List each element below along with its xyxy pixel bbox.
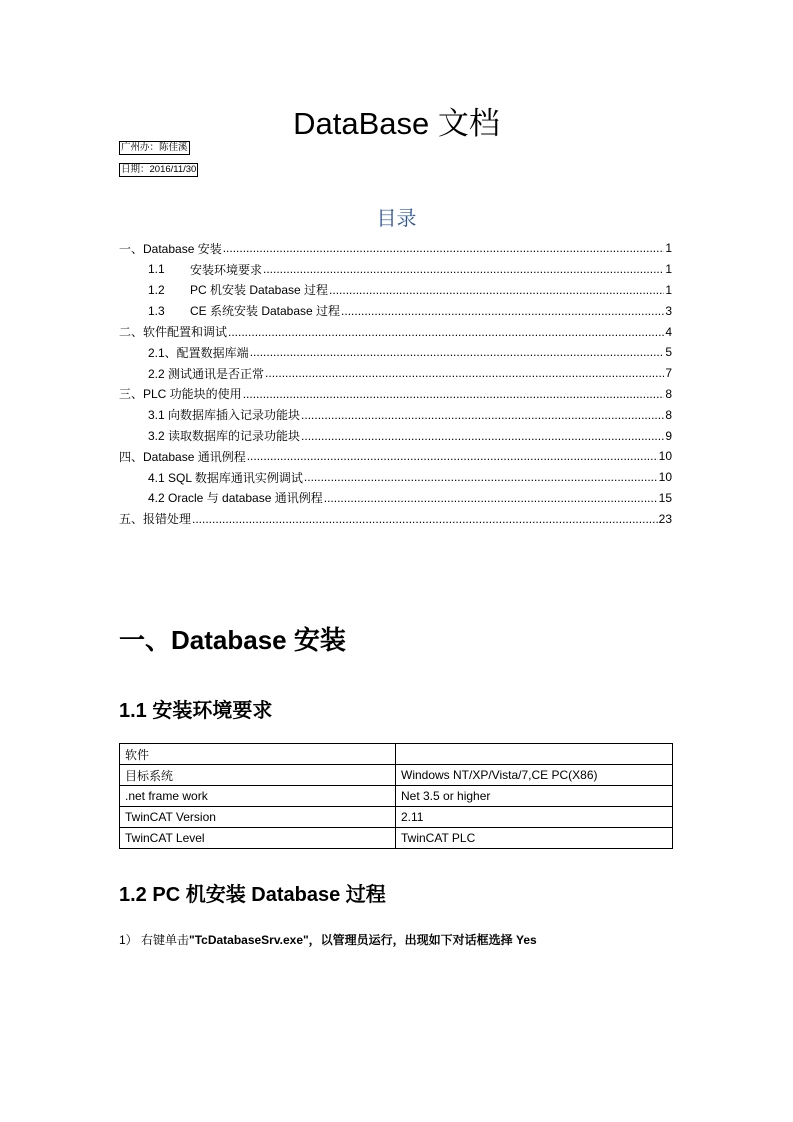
toc-entry[interactable]	[119, 363, 672, 384]
toc-label: 二、软件配置和调试	[119, 325, 228, 340]
toc-leader	[304, 470, 658, 484]
toc-label: 四、Database 通讯例程	[119, 449, 246, 464]
table-of-contents	[119, 238, 672, 529]
toc-entry[interactable]	[119, 342, 672, 363]
toc-page: 1	[665, 241, 672, 256]
toc-label: 五、报错处理	[119, 512, 192, 527]
table-row	[120, 807, 673, 828]
toc-leader	[263, 262, 664, 276]
toc-page: 8	[665, 386, 672, 401]
toc-entry[interactable]	[119, 280, 672, 301]
step-text: 1） 右键单击	[119, 933, 190, 947]
toc-leader	[324, 491, 658, 505]
toc-entry[interactable]	[119, 467, 672, 488]
toc-page: 3	[665, 303, 672, 318]
toc-label: 三、PLC 功能块的使用	[119, 387, 242, 402]
table-row	[120, 744, 673, 765]
toc-entry[interactable]	[119, 404, 672, 425]
toc-entry[interactable]	[119, 259, 672, 280]
table-row	[120, 786, 673, 807]
toc-leader	[247, 449, 658, 463]
toc-label: 4.1 SQL 数据库通讯实例调试	[148, 470, 303, 485]
toc-number: 1.3	[148, 303, 165, 318]
step-paragraph	[119, 931, 537, 948]
toc-leader	[341, 304, 664, 318]
step-bold-text: "TcDatabaseSrv.exe"，以管理员运行，出现如下对话框选择 Yes	[189, 933, 537, 947]
toc-leader	[223, 241, 665, 255]
toc-page: 5	[665, 345, 672, 360]
toc-label: 2.2 测试通讯是否正常	[148, 366, 265, 381]
toc-entry[interactable]	[119, 425, 672, 446]
toc-page: 1	[665, 282, 672, 297]
toc-label: 安装环境要求	[190, 262, 263, 277]
table-cell: TwinCAT PLC	[396, 828, 673, 849]
table-cell	[396, 744, 673, 765]
table-cell: TwinCAT Level	[120, 828, 396, 849]
toc-entry[interactable]	[119, 321, 672, 342]
table-cell: 2.11	[396, 807, 673, 828]
toc-leader	[265, 366, 664, 380]
section-heading: 一、Database 安装	[119, 625, 346, 655]
toc-page: 4	[665, 324, 672, 339]
toc-label: CE 系统安装 Database 过程	[190, 304, 341, 319]
toc-entry[interactable]	[119, 238, 672, 259]
toc-page: 7	[665, 366, 672, 381]
toc-leader	[192, 512, 658, 526]
toc-label: 3.1 向数据库插入记录功能块	[148, 408, 301, 423]
toc-page: 1	[665, 262, 672, 277]
toc-leader	[301, 408, 664, 422]
toc-entry[interactable]	[119, 488, 672, 509]
toc-heading: 目录	[376, 208, 417, 230]
subsection-heading: 1.1 安装环境要求	[119, 700, 273, 722]
document-title: DataBase 文档	[293, 106, 500, 141]
table-cell: Net 3.5 or higher	[396, 786, 673, 807]
table-cell: 目标系统	[120, 765, 396, 786]
toc-leader	[228, 325, 664, 339]
toc-number: 1.2	[148, 282, 165, 297]
toc-label: 一、Database 安装	[119, 241, 222, 256]
toc-entry[interactable]	[119, 384, 672, 405]
table-cell: .net frame work	[120, 786, 396, 807]
toc-leader	[250, 345, 665, 359]
table-cell: TwinCAT Version	[120, 807, 396, 828]
table-cell: Windows NT/XP/Vista/7,CE PC(X86)	[396, 765, 673, 786]
toc-label: PC 机安装 Database 过程	[190, 283, 329, 298]
toc-label: 2.1、配置数据库端	[148, 345, 249, 360]
toc-entry[interactable]	[119, 446, 672, 467]
toc-entry[interactable]	[119, 300, 672, 321]
requirements-table	[119, 743, 673, 849]
table-row	[120, 765, 673, 786]
toc-page: 10	[658, 470, 672, 485]
toc-page: 10	[658, 449, 672, 464]
toc-page: 8	[665, 407, 672, 422]
toc-page: 15	[658, 490, 672, 505]
toc-leader	[301, 429, 664, 443]
toc-label: 4.2 Oracle 与 database 通讯例程	[148, 491, 323, 506]
toc-entry[interactable]	[119, 508, 672, 529]
subsection-heading: 1.2 PC 机安装 Database 过程	[119, 884, 386, 906]
toc-leader	[243, 387, 665, 401]
toc-page: 23	[658, 511, 672, 526]
date-label: 日期：2016/11/30	[121, 164, 197, 175]
table-row	[120, 828, 673, 849]
toc-page: 9	[665, 428, 672, 443]
office-label: 广州办：陈佳溪	[121, 142, 188, 153]
toc-leader	[329, 283, 664, 297]
toc-label: 3.2 读取数据库的记录功能块	[148, 429, 301, 444]
table-cell: 软件	[120, 744, 396, 765]
toc-number: 1.1	[148, 262, 165, 277]
